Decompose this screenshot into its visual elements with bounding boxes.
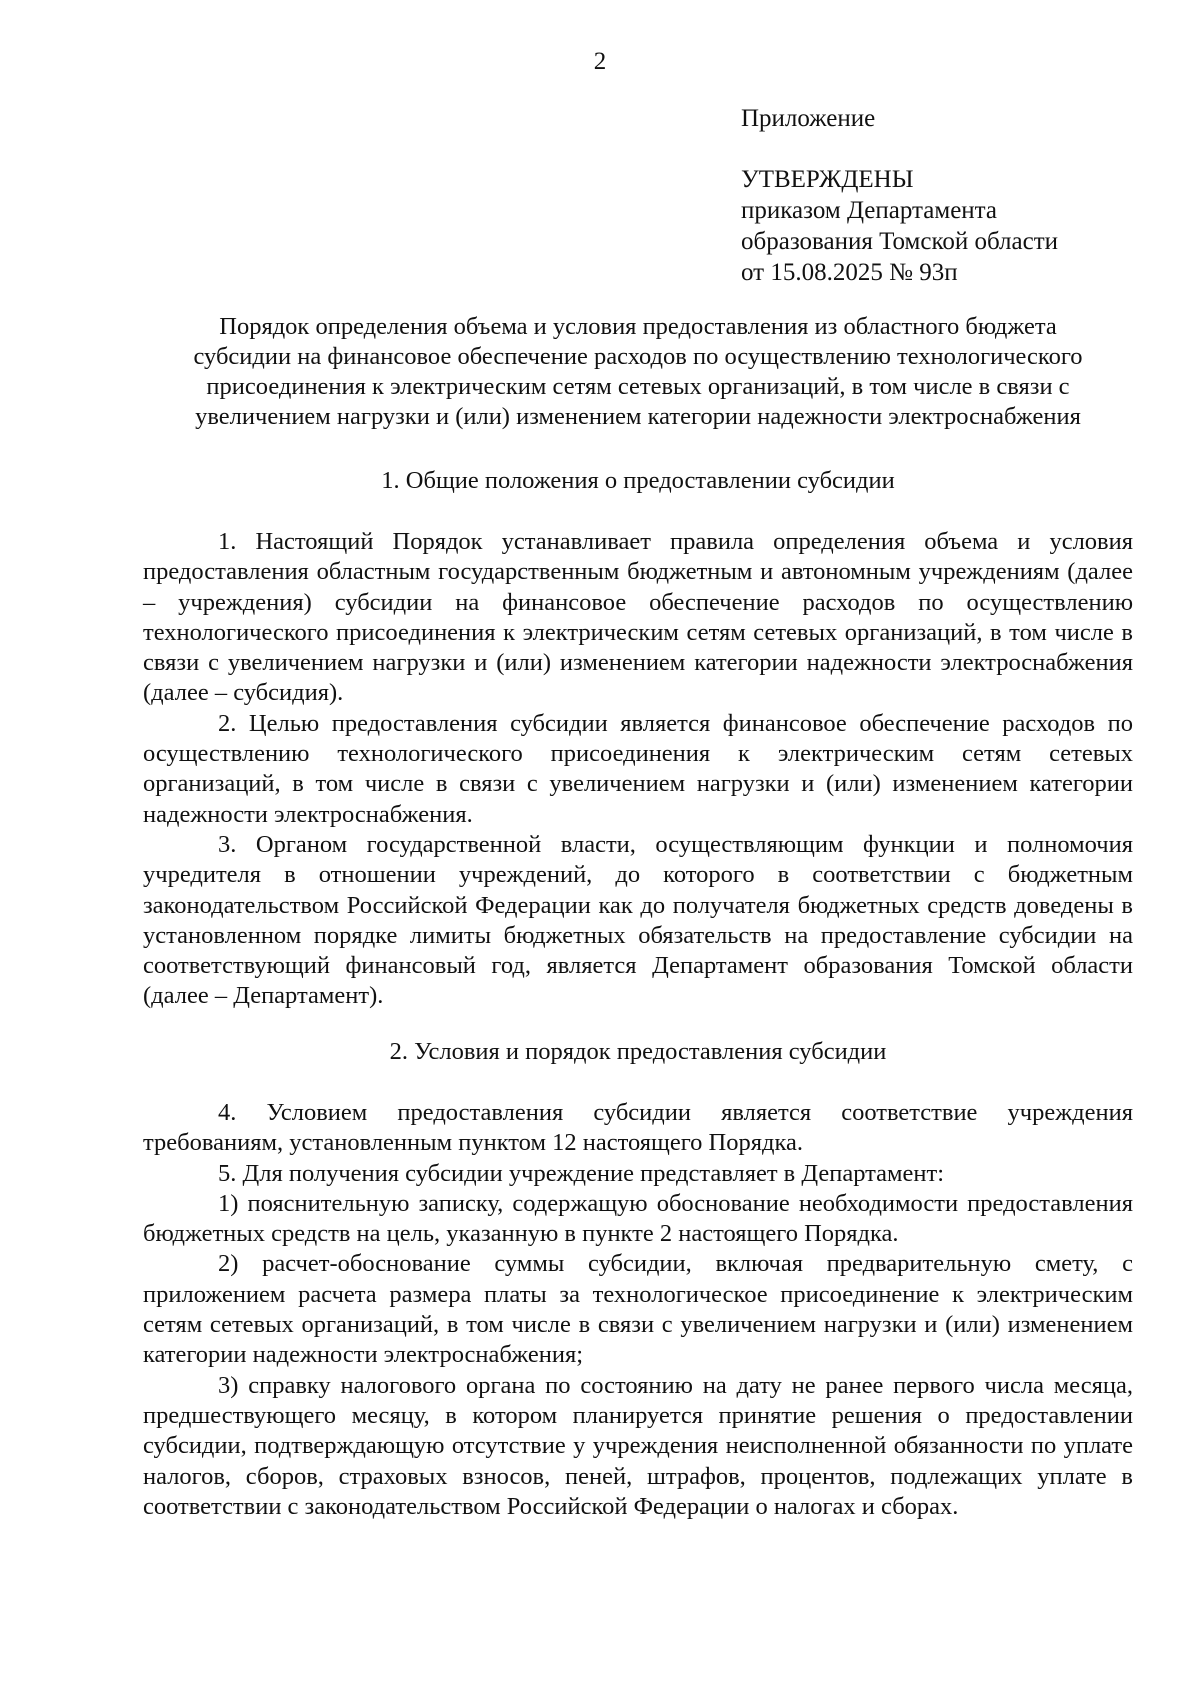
title-line: присоединения к электрическим сетям сетевых организаций, в том числе в связи с (206, 373, 1070, 400)
list-item-cost-justification: 2) расчет-обоснование суммы субсидии, включая предварительную смету, с приложением расчета размера платы за технологическое присоединение к электрическим сетям сетевых организаций, в том числе в связи с увеличением нагрузки и (или) изменением категории надежности электроснабжения; (143, 1250, 1133, 1369)
paragraph-1: 1. Настоящий Порядок устанавливает правила определения объема и условия предоставления областным государственным бюджетным и автономным учреждениям (далее – учреждения) субсидии на финансовое обеспечение расходов по осуществлению технологического присоединения к электрическим сетям сетевых организаций, в том числе в связи с увеличением нагрузки и (или) изменением категории надежности электроснабжения (далее – субсидия). (143, 528, 1133, 707)
document-title (143, 312, 1133, 432)
title-line: увеличением нагрузки и (или) изменением категории надежности электроснабжения (195, 403, 1081, 430)
approval-department: образования Томской области (741, 228, 1059, 255)
list-item-tax-certificate: 3) справку налогового органа по состоянию на дату не ранее первого числа месяца, предшествующего месяцу, в котором планируется принятие решения о предоставлении субсидии, подтверждающую отсутствие у учреждения неисполненной обязанности по уплате налогов, сборов, страховых взносов, пеней, штрафов, процентов, подлежащих уплате в соответствии с законодательством Российской Федерации о налогах и сборах. (143, 1371, 1133, 1520)
paragraph-4: 4. Условием предоставления субсидии является соответствие учреждения требованиям, установленным пунктом 12 настоящего Порядка. (143, 1099, 1133, 1157)
section-body-general-provisions (143, 527, 1133, 1012)
paragraph-3: 3. Органом государственной власти, осуществляющим функции и полномочия учредителя в отношении учреждений, до которого в соответствии с бюджетным законодательством Российской Федерации как до получателя бюджетных средств доведены в установленном порядке лимиты бюджетных обязательств на предоставление субсидии на соответствующий финансовый год, является Департамент образования Томской области (далее – Департамент). (143, 830, 1133, 1010)
section-body-conditions (143, 1098, 1133, 1522)
title-line: Порядок определения объема и условия предоставления из областного бюджета (219, 313, 1057, 340)
paragraph-2: 2. Целью предоставления субсидии является финансовое обеспечение расходов по осуществлению технологического присоединения к электрическим сетям сетевых организаций, в том числе в связи с увеличением нагрузки и (или) изменением категории надежности электроснабжения. (143, 709, 1133, 828)
title-line: субсидии на финансовое обеспечение расходов по осуществлению технологического (193, 343, 1083, 370)
approval-issuer: приказом Департамента (741, 197, 997, 224)
approval-status: УТВЕРЖДЕНЫ (741, 166, 914, 193)
section-heading-general-provisions: 1. Общие положения о предоставлении субсидии (381, 467, 895, 494)
paragraph-5: 5. Для получения субсидии учреждение представляет в Департамент: (218, 1159, 945, 1187)
list-item-explanatory-note: 1) пояснительную записку, содержащую обоснование необходимости предоставления бюджетных средств на цель, указанную в пункте 2 настоящего Порядка. (143, 1189, 1133, 1248)
section-heading-conditions: 2. Условия и порядок предоставления субсидии (389, 1038, 887, 1065)
page-number: 2 (593, 48, 607, 75)
appendix-label: Приложение (741, 105, 876, 132)
approval-order-date: от 15.08.2025 № 93п (741, 259, 958, 286)
appendix-approval-block (741, 103, 1161, 288)
